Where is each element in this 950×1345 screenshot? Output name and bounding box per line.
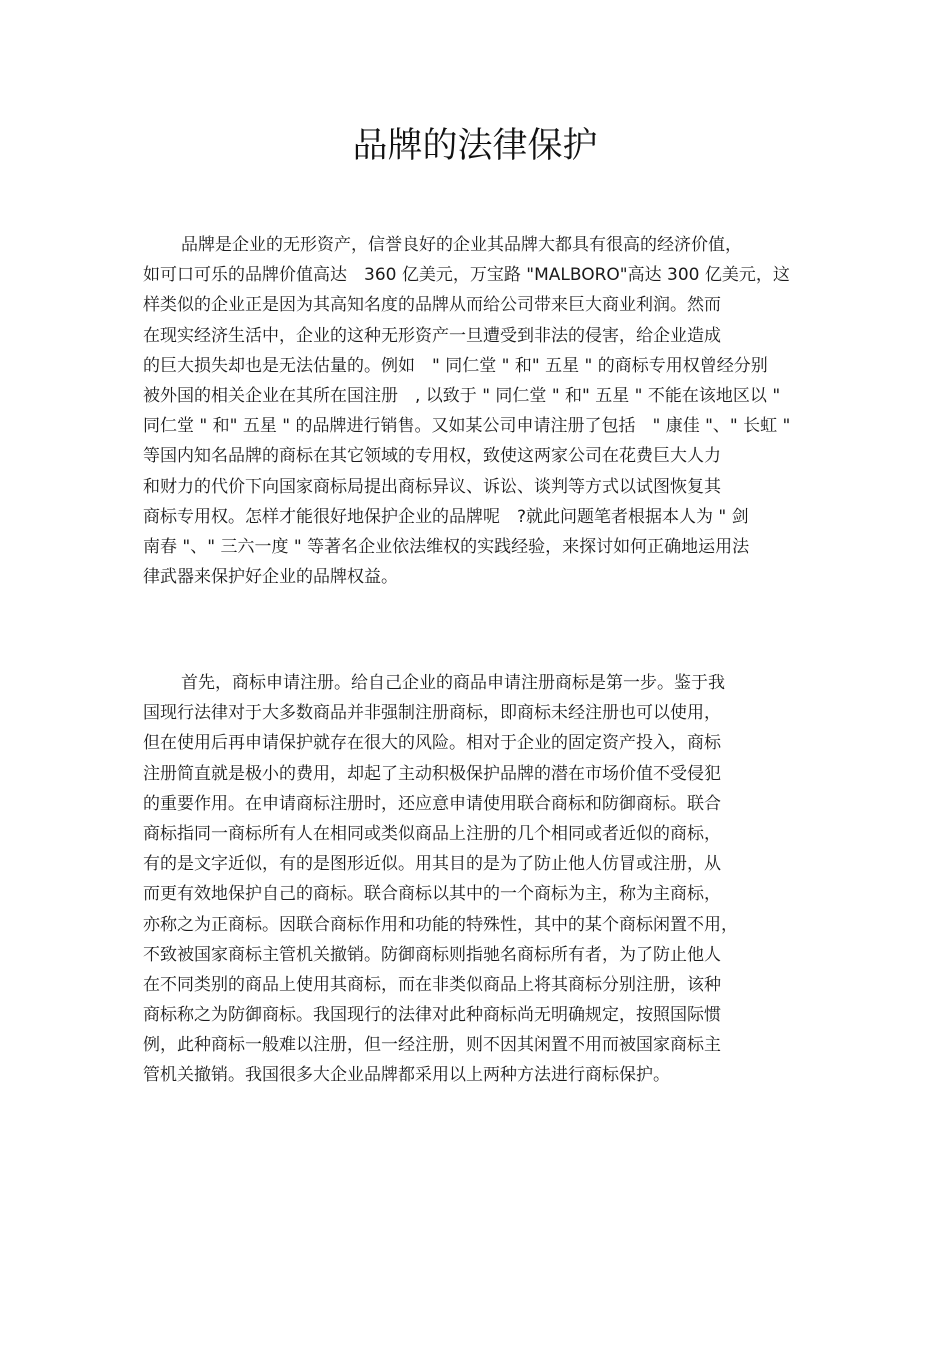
text-line: 同仁堂 " 和" 五星 " 的品牌进行销售。又如某公司申请注册了包括 " 康佳 "、" 长虹 " bbox=[143, 416, 791, 437]
paragraph-1 bbox=[143, 230, 823, 592]
text-line: 的重要作用。在申请商标注册时，还应意申请使用联合商标和防御商标。联合 bbox=[143, 793, 721, 814]
text-line: 有的是文字近似，有的是图形近似。用其目的是为了防止他人仿冒或注册，从 bbox=[143, 854, 721, 875]
text-line: 和财力的代价下向国家商标局提出商标异议、诉讼、谈判等方式以试图恢复其 bbox=[143, 476, 721, 497]
text-line: 等国内知名品牌的商标在其它领域的专用权，致使这两家公司在花费巨大人力 bbox=[143, 446, 721, 467]
text-line: 律武器来保护好企业的品牌权益。 bbox=[143, 567, 398, 588]
text-line: 商标称之为防御商标。我国现行的法律对此种商标尚无明确规定，按照国际惯 bbox=[143, 1005, 721, 1026]
text-line: 样类似的企业正是因为其高知名度的品牌从而给公司带来巨大商业利润。然而 bbox=[143, 295, 721, 316]
text-line: 首先，商标申请注册。给自己企业的商品申请注册商标是第一步。鉴于我 bbox=[181, 673, 725, 693]
paragraph-2 bbox=[143, 668, 823, 1091]
text-line: 品牌是企业的无形资产，信誉良好的企业其品牌大都具有很高的经济价值， bbox=[181, 235, 742, 255]
text-line: 而更有效地保护自己的商标。联合商标以其中的一个商标为主，称为主商标， bbox=[143, 884, 721, 905]
text-line: 管机关撤销。我国很多大企业品牌都采用以上两种方法进行商标保护。 bbox=[143, 1065, 670, 1086]
text-line: 商标专用权。怎样才能很好地保护企业的品牌呢 ?就此问题笔者根据本人为 " 剑 bbox=[143, 506, 749, 527]
text-line: 注册简直就是极小的费用，却起了主动积极保护品牌的潜在市场价值不受侵犯 bbox=[143, 763, 721, 784]
text-line: 国现行法律对于大多数商品并非强制注册商标，即商标未经注册也可以使用， bbox=[143, 703, 721, 724]
text-line: 商标指同一商标所有人在相同或类似商品上注册的几个相同或者近似的商标， bbox=[143, 823, 721, 844]
text-line: 不致被国家商标主管机关撤销。防御商标则指驰名商标所有者，为了防止他人 bbox=[143, 944, 721, 965]
page-title: 品牌的法律保护 bbox=[352, 126, 598, 166]
text-line: 南春 "、" 三六一度 " 等著名企业依法维权的实践经验，来探讨如何正确地运用法 bbox=[143, 536, 750, 557]
text-line: 在现实经济生活中，企业的这种无形资产一旦遭受到非法的侵害，给企业造成 bbox=[143, 325, 721, 346]
text-line: 的巨大损失却也是无法估量的。例如 " 同仁堂 " 和" 五星 " 的商标专用权曾经分别 bbox=[143, 355, 768, 376]
text-line: 被外国的相关企业在其所在国注册 , 以致于 " 同仁堂 " 和" 五星 " 不能在该地区以 " bbox=[143, 385, 781, 406]
text-line: 亦称之为正商标。因联合商标作用和功能的特殊性，其中的某个商标闲置不用， bbox=[143, 914, 738, 935]
text-line: 但在使用后再申请保护就存在很大的风险。相对于企业的固定资产投入，商标 bbox=[143, 733, 721, 754]
text-line: 在不同类别的商品上使用其商标，而在非类似商品上将其商标分别注册，该种 bbox=[143, 974, 721, 995]
text-line: 如可口可乐的品牌价值高达 360 亿美元，万宝路 "MALBORO"高达 300 亿美元，这 bbox=[143, 265, 790, 286]
text-line: 例，此种商标一般难以注册，但一经注册，则不因其闲置不用而被国家商标主 bbox=[143, 1035, 721, 1056]
